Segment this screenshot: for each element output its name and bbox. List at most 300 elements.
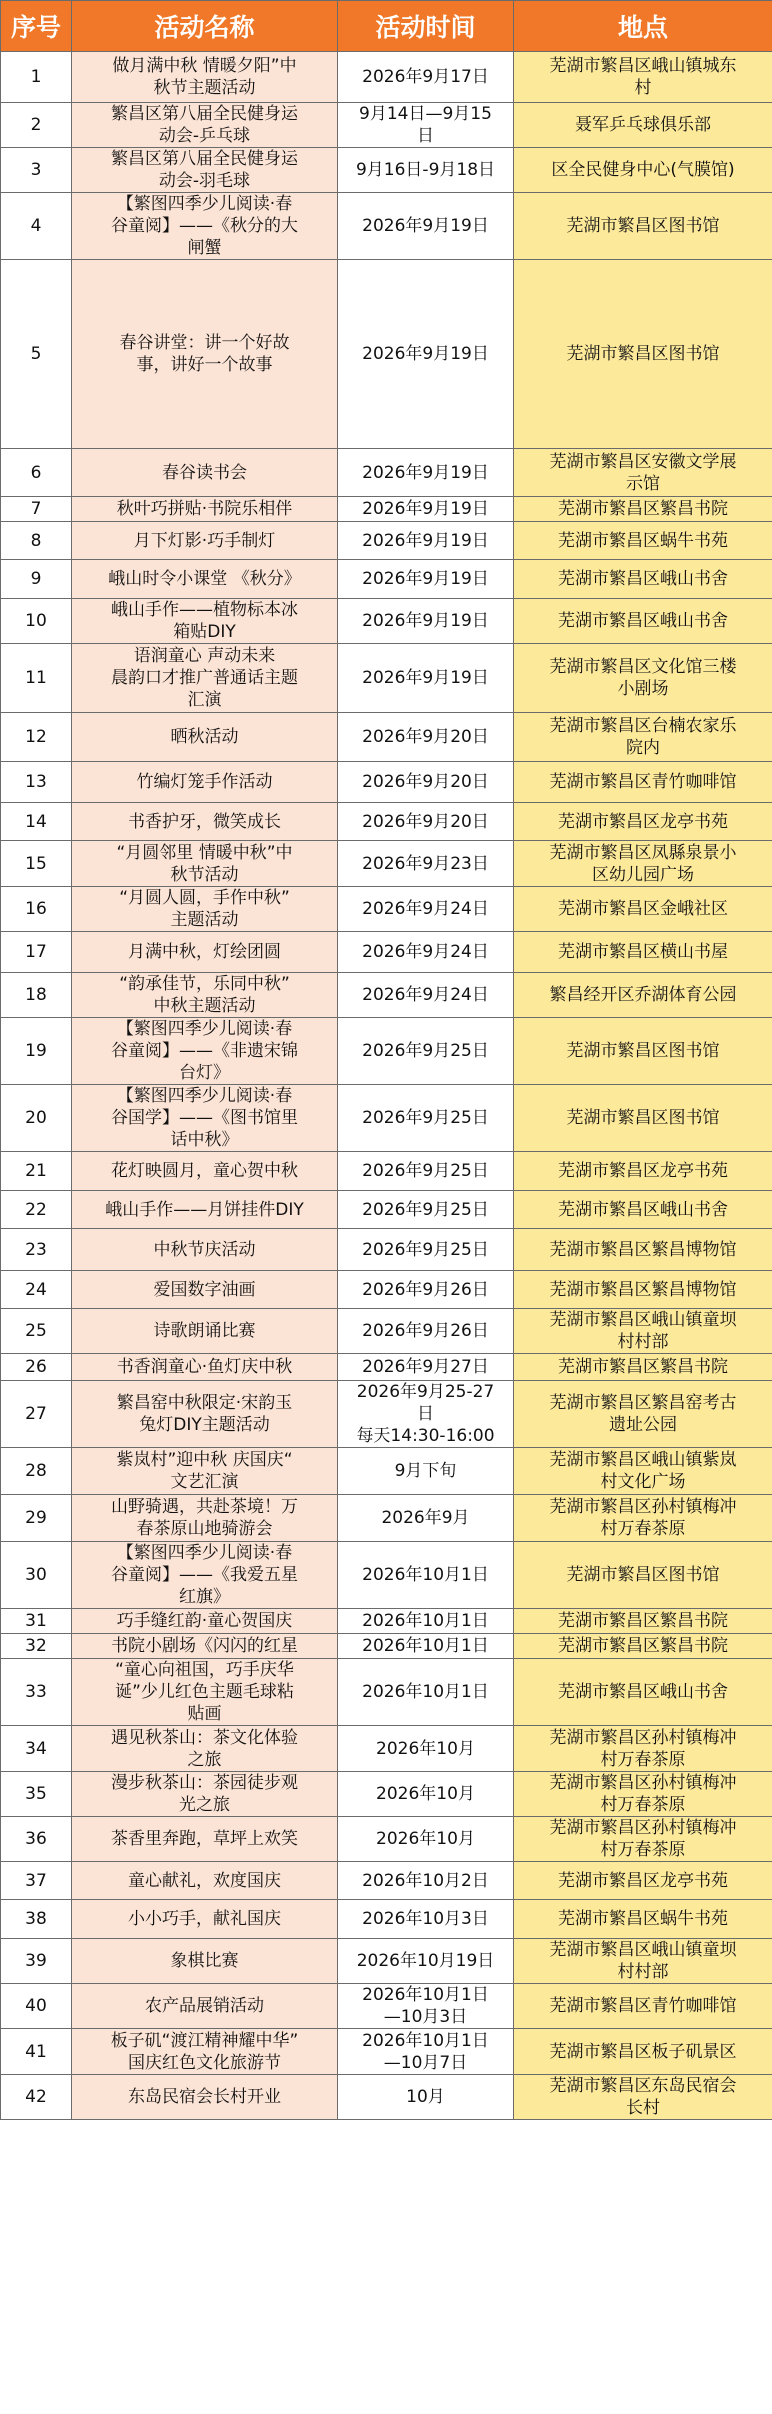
location-line: 芜湖市繁昌区繁昌博物馆 — [549, 1279, 737, 1300]
activity-time-line: 10月 — [406, 2087, 445, 2107]
table-row — [1, 841, 772, 887]
row-index-cell: 19 — [1, 1018, 72, 1085]
location-cell — [514, 449, 772, 497]
row-index-cell: 6 — [1, 449, 72, 497]
table-row — [1, 1381, 772, 1448]
location-line: 芜湖市繁昌区板子矶景区 — [549, 2041, 737, 2062]
activity-name-line: 诞”少儿红色主题毛球粘 — [115, 1682, 294, 1702]
activity-time-cell — [338, 1085, 514, 1152]
location-cell — [514, 973, 772, 1018]
activity-name-line: 中秋主题活动 — [153, 996, 256, 1016]
row-index-cell: 36 — [1, 1817, 72, 1862]
activity-time-cell — [338, 1862, 514, 1900]
location-line: 遗址公园 — [609, 1415, 677, 1435]
table-row — [1, 1984, 772, 2029]
location-line: 芜湖市繁昌区青竹咖啡馆 — [549, 772, 737, 792]
table-row — [1, 1495, 772, 1542]
activity-time-cell — [338, 1191, 514, 1229]
location-line: 示馆 — [626, 473, 660, 494]
location-line: 芜湖市繁昌区图书馆 — [566, 1565, 720, 1585]
activity-time-line: 9月下旬 — [394, 1461, 457, 1481]
table-row — [1, 762, 772, 803]
row-index-cell: 42 — [1, 2075, 72, 2120]
activity-name-line: 峨山手作——月饼挂件DIY — [105, 1199, 304, 1220]
activity-name-cell — [72, 1609, 338, 1634]
activity-name-cell — [72, 841, 338, 887]
location-line: 芜湖市繁昌区峨山书舍 — [558, 569, 728, 589]
activity-name-line: 花灯映圆月，童心贺中秋 — [111, 1161, 298, 1181]
table-row — [1, 522, 772, 560]
activity-name-cell — [72, 1817, 338, 1862]
activity-time-cell — [338, 148, 514, 193]
activity-time-cell — [338, 762, 514, 803]
location-line: 芜湖市繁昌区孙村镇梅冲 — [549, 1818, 737, 1838]
activity-time-cell — [338, 713, 514, 762]
table-row — [1, 1659, 772, 1726]
activity-time-line: 2026年9月25-27 — [356, 1382, 495, 1402]
activity-time-cell — [338, 1609, 514, 1634]
row-index-cell: 24 — [1, 1271, 72, 1309]
activity-name-line: 竹编灯笼手作活动 — [136, 772, 273, 792]
table-row — [1, 1271, 772, 1309]
location-line: 芜湖市繁昌区台楠农家乐 — [549, 716, 737, 736]
row-index-cell: 41 — [1, 2029, 72, 2075]
table-row — [1, 1817, 772, 1862]
activity-time-cell — [338, 1271, 514, 1309]
table-row — [1, 887, 772, 932]
location-cell — [514, 148, 772, 193]
activity-time-cell — [338, 1018, 514, 1085]
activity-name-line: 象棋比赛 — [170, 1951, 239, 1971]
activity-time-cell — [338, 973, 514, 1018]
row-index-cell: 40 — [1, 1984, 72, 2029]
activity-name-line: 山野骑遇，共赴茶境！万 — [111, 1497, 298, 1517]
activity-time-line: 2026年9月19日 — [362, 462, 489, 483]
activity-time-line: 2026年10月1日 — [362, 1985, 489, 2005]
activity-name-line: 东岛民宿会长村开业 — [128, 2087, 281, 2107]
row-index-cell: 11 — [1, 644, 72, 713]
location-line: 区幼儿园广场 — [592, 864, 694, 885]
row-index-cell: 1 — [1, 52, 72, 103]
location-line: 芜湖市繁昌区峨山镇童坝 — [549, 1940, 737, 1960]
row-index-cell: 23 — [1, 1229, 72, 1271]
location-cell — [514, 1634, 772, 1659]
location-cell — [514, 762, 772, 803]
location-cell — [514, 1354, 772, 1381]
activity-time-cell — [338, 52, 514, 103]
activity-time-line: 2026年9月24日 — [362, 899, 489, 919]
activity-name-line: “月圆人圆，手作中秋” — [119, 888, 290, 908]
activity-name-line: 做月满中秋 情暖夕阳”中 — [112, 56, 297, 76]
location-line: 村村部 — [617, 1332, 669, 1352]
activity-name-cell — [72, 260, 338, 449]
activity-time-cell — [338, 2029, 514, 2075]
location-line: 芜湖市繁昌区金峨社区 — [558, 899, 728, 919]
activity-name-cell — [72, 762, 338, 803]
activity-time-line: 2026年10月1日 — [362, 1636, 489, 1656]
activity-name-line: 巧手缝红韵·童心贺国庆 — [116, 1611, 293, 1631]
activity-time-line: 日 — [417, 126, 434, 146]
activity-time-cell — [338, 1495, 514, 1542]
activity-name-cell — [72, 1900, 338, 1939]
activity-name-cell — [72, 887, 338, 932]
location-cell — [514, 599, 772, 644]
activity-name-line: 文艺汇演 — [170, 1472, 239, 1492]
row-index-cell: 22 — [1, 1191, 72, 1229]
table-row — [1, 1862, 772, 1900]
row-index-cell: 26 — [1, 1354, 72, 1381]
location-line: 芜湖市繁昌区繁昌书院 — [558, 1357, 728, 1377]
activity-time-line: 2026年9月27日 — [362, 1357, 489, 1377]
location-line: 院内 — [626, 738, 660, 758]
activity-name-line: 月满中秋，灯绘团圆 — [128, 942, 281, 962]
location-line: 芜湖市繁昌区繁昌书院 — [558, 1636, 728, 1656]
activity-time-line: 2026年9月19日 — [362, 530, 489, 551]
activity-name-cell — [72, 803, 338, 841]
row-index-cell: 37 — [1, 1862, 72, 1900]
activity-time-cell — [338, 887, 514, 932]
activity-time-line: 2026年10月 — [376, 1784, 475, 1804]
row-index-cell: 5 — [1, 260, 72, 449]
activity-name-cell — [72, 1381, 338, 1448]
activity-name-line: 紫岚村”迎中秋 庆国庆“ — [116, 1450, 293, 1470]
header-row — [1, 1, 772, 52]
activity-time-line: 2026年9月26日 — [362, 1279, 489, 1300]
activity-name-line: 秋节主题活动 — [153, 78, 256, 98]
activity-name-cell — [72, 1984, 338, 2029]
row-index-cell: 27 — [1, 1381, 72, 1448]
row-index-cell: 17 — [1, 932, 72, 973]
location-cell — [514, 1900, 772, 1939]
activity-time-cell — [338, 1939, 514, 1984]
activity-name-cell — [72, 1772, 338, 1817]
activity-time-cell — [338, 1229, 514, 1271]
activity-time-line: 2026年9月20日 — [362, 811, 489, 832]
activity-time-line: 2026年9月26日 — [362, 1321, 489, 1341]
activity-name-cell — [72, 497, 338, 522]
activity-name-line: 兔灯DIY主题活动 — [139, 1415, 270, 1435]
activity-name-cell — [72, 1018, 338, 1085]
location-line: 村万春茶原 — [600, 1519, 686, 1539]
activity-name-line: 繁昌区第八届全民健身运 — [111, 149, 298, 169]
activity-time-line: 2026年10月1日 — [362, 1611, 489, 1631]
location-cell — [514, 1229, 772, 1271]
location-cell — [514, 560, 772, 599]
activity-time-cell — [338, 932, 514, 973]
activity-name-line: 月下灯影·巧手制灯 — [133, 530, 276, 551]
activity-time-line: 2026年9月25日 — [362, 1161, 489, 1181]
activity-name-line: 箱贴DIY — [173, 622, 236, 642]
location-cell — [514, 1817, 772, 1862]
location-line: 芜湖市繁昌区图书馆 — [566, 1108, 720, 1128]
activity-time-cell — [338, 1152, 514, 1191]
activity-time-cell — [338, 193, 514, 260]
activity-name-cell — [72, 713, 338, 762]
location-cell — [514, 1772, 772, 1817]
activity-name-line: 话中秋》 — [170, 1130, 239, 1150]
table-row — [1, 1542, 772, 1609]
table-row — [1, 2075, 772, 2120]
location-line: 芜湖市繁昌区峨山镇童坝 — [549, 1310, 737, 1330]
row-index-cell: 16 — [1, 887, 72, 932]
activity-time-line: 2026年9月17日 — [362, 67, 489, 87]
activity-name-line: 春谷读书会 — [162, 462, 247, 483]
activity-time-cell — [338, 1817, 514, 1862]
activity-name-line: 秋叶巧拼贴·书院乐相伴 — [116, 499, 293, 519]
activity-time-line: 2026年10月1日 — [362, 2030, 489, 2051]
activity-name-line: 台灯》 — [179, 1063, 230, 1083]
row-index-cell: 9 — [1, 560, 72, 599]
activity-time-line: 2026年9月24日 — [362, 942, 489, 962]
activity-time-cell — [338, 260, 514, 449]
location-cell — [514, 1448, 772, 1495]
row-index-cell: 28 — [1, 1448, 72, 1495]
activity-time-cell — [338, 1659, 514, 1726]
activity-name-cell — [72, 522, 338, 560]
row-index-cell: 2 — [1, 103, 72, 148]
activity-name-line: 漫步秋茶山：茶园徒步观 — [111, 1773, 298, 1793]
activity-time-cell — [338, 522, 514, 560]
activity-name-line: 【繁图四季少儿阅读·春 — [116, 1543, 293, 1563]
activity-name-cell — [72, 1354, 338, 1381]
location-cell — [514, 1495, 772, 1542]
table-row — [1, 803, 772, 841]
activity-time-cell — [338, 1984, 514, 2029]
activity-name-line: 汇演 — [187, 690, 222, 710]
location-line: 区全民健身中心(气膜馆) — [551, 160, 735, 180]
table-row — [1, 713, 772, 762]
location-line: 芜湖市繁昌区凤縣泉景小 — [549, 842, 737, 863]
location-line: 芜湖市繁昌区孙村镇梅冲 — [549, 1497, 737, 1517]
location-cell — [514, 1862, 772, 1900]
table-row — [1, 1772, 772, 1817]
location-cell — [514, 1018, 772, 1085]
activity-time-cell — [338, 599, 514, 644]
row-index-cell: 14 — [1, 803, 72, 841]
location-cell — [514, 1984, 772, 2029]
location-cell — [514, 1152, 772, 1191]
row-index-cell: 20 — [1, 1085, 72, 1152]
location-cell — [514, 522, 772, 560]
activity-name-cell — [72, 2029, 338, 2075]
activity-time-cell — [338, 1381, 514, 1448]
activity-time-line: 2026年9月20日 — [362, 727, 489, 747]
location-line: 芜湖市繁昌区繁昌书院 — [558, 1611, 728, 1631]
table-row — [1, 148, 772, 193]
activity-name-cell — [72, 2075, 338, 2120]
activity-name-line: 春茶原山地骑游会 — [136, 1519, 273, 1539]
activity-name-line: 书香护牙，微笑成长 — [128, 811, 281, 832]
activity-time-line: 2026年9月19日 — [362, 216, 489, 236]
activity-time-cell — [338, 1448, 514, 1495]
table-row — [1, 1939, 772, 1984]
activity-time-cell — [338, 103, 514, 148]
activity-name-line: 遇见秋茶山：茶文化体验 — [111, 1727, 298, 1748]
location-line: 芜湖市繁昌区龙亭书苑 — [558, 1161, 728, 1181]
row-index-cell: 39 — [1, 1939, 72, 1984]
row-index-cell: 33 — [1, 1659, 72, 1726]
location-cell — [514, 1726, 772, 1772]
table-row — [1, 1609, 772, 1634]
activity-name-cell — [72, 1152, 338, 1191]
location-line: 芜湖市繁昌区龙亭书苑 — [558, 811, 728, 832]
table-row — [1, 52, 772, 103]
location-line: 村村部 — [617, 1962, 669, 1982]
activity-name-cell — [72, 560, 338, 599]
location-cell — [514, 193, 772, 260]
activity-name-line: 农产品展销活动 — [145, 1996, 264, 2016]
location-cell — [514, 1542, 772, 1609]
activity-name-line: 主题活动 — [170, 910, 239, 930]
row-index-cell: 8 — [1, 522, 72, 560]
row-index-cell: 12 — [1, 713, 72, 762]
activity-name-line: “韵承佳节，乐同中秋” — [119, 974, 290, 994]
table-row — [1, 260, 772, 449]
activity-time-cell — [338, 803, 514, 841]
activity-name-line: 中秋节庆活动 — [153, 1239, 256, 1260]
activity-time-line: 2026年9月 — [381, 1508, 470, 1528]
activity-name-line: 动会-乒乓球 — [158, 126, 251, 146]
activity-name-cell — [72, 932, 338, 973]
table-row — [1, 1191, 772, 1229]
activity-name-cell — [72, 1542, 338, 1609]
row-index-cell: 29 — [1, 1495, 72, 1542]
location-cell — [514, 1085, 772, 1152]
location-line: 村 — [634, 78, 652, 98]
activity-name-line: 贴画 — [187, 1704, 222, 1724]
row-index-cell: 13 — [1, 762, 72, 803]
activity-name-cell — [72, 1191, 338, 1229]
table-row — [1, 2029, 772, 2075]
location-cell — [514, 2075, 772, 2120]
table-row — [1, 497, 772, 522]
activity-name-line: 谷童阅】——《我爱五星 — [111, 1565, 298, 1585]
location-line: 芜湖市繁昌区图书馆 — [566, 344, 720, 364]
row-index-cell: 15 — [1, 841, 72, 887]
location-line: 村万春茶原 — [600, 1795, 686, 1815]
activity-name-line: 谷国学】——《图书馆里 — [111, 1108, 298, 1128]
activity-name-line: 爱国数字油画 — [153, 1279, 256, 1300]
activity-name-cell — [72, 1659, 338, 1726]
activity-time-line: 2026年9月20日 — [362, 772, 489, 792]
location-cell — [514, 644, 772, 713]
activity-name-line: “童心向祖国，巧手庆华 — [115, 1660, 294, 1680]
activity-name-line: 秋节活动 — [170, 864, 239, 885]
location-cell — [514, 1309, 772, 1354]
location-line: 芜湖市繁昌区孙村镇梅冲 — [549, 1773, 737, 1793]
activity-name-cell — [72, 1634, 338, 1659]
activity-name-cell — [72, 1495, 338, 1542]
activity-time-line: 2026年9月19日 — [362, 668, 489, 688]
activity-time-line: 9月14日—9月15 — [359, 104, 492, 124]
activity-name-line: 【繁图四季少儿阅读·春 — [116, 1019, 293, 1039]
location-line: 芜湖市繁昌区峨山镇城东 — [549, 56, 737, 76]
activity-name-line: 峨山时令小课堂 《秋分》 — [108, 569, 301, 589]
activity-name-cell — [72, 1862, 338, 1900]
activity-name-cell — [72, 1726, 338, 1772]
activity-time-cell — [338, 560, 514, 599]
activity-name-line: 谷童阅】——《秋分的大 — [111, 216, 298, 236]
activity-time-line: 2026年9月23日 — [362, 853, 489, 874]
activity-time-line: 2026年9月19日 — [362, 344, 489, 364]
location-line: 芜湖市繁昌区峨山镇紫岚 — [549, 1450, 737, 1470]
row-index-cell: 31 — [1, 1609, 72, 1634]
location-cell — [514, 841, 772, 887]
location-line: 芜湖市繁昌区繁昌博物馆 — [549, 1239, 737, 1260]
table-row — [1, 1354, 772, 1381]
location-line: 繁昌经开区乔湖体育公园 — [549, 985, 737, 1005]
activity-time-cell — [338, 497, 514, 522]
location-cell — [514, 2029, 772, 2075]
location-line: 长村 — [626, 2098, 660, 2118]
table-row — [1, 103, 772, 148]
activity-time-cell — [338, 449, 514, 497]
table-row — [1, 644, 772, 713]
location-cell — [514, 1659, 772, 1726]
activity-name-cell — [72, 973, 338, 1018]
activity-time-line: 每天14:30-16:00 — [356, 1426, 495, 1446]
activity-name-line: 繁昌窑中秋限定·宋韵玉 — [116, 1393, 293, 1413]
activity-name-line: 动会-羽毛球 — [158, 171, 251, 191]
activity-name-line: 童心献礼，欢度国庆 — [128, 1870, 281, 1891]
activity-time-cell — [338, 1900, 514, 1939]
activity-name-line: 书院小剧场《闪闪的红星 — [111, 1636, 298, 1656]
activity-name-cell — [72, 1939, 338, 1984]
table-row — [1, 1900, 772, 1939]
activity-name-line: 春谷讲堂：讲一个好故 — [119, 333, 290, 353]
activity-time-line: 2026年10月1日 — [362, 1682, 489, 1702]
row-index-cell: 18 — [1, 973, 72, 1018]
activity-name-cell — [72, 193, 338, 260]
table-row — [1, 1152, 772, 1191]
table-row — [1, 973, 772, 1018]
location-line: 芜湖市繁昌区峨山书舍 — [558, 611, 728, 631]
table-row — [1, 1229, 772, 1271]
header-location: 地点 — [514, 1, 772, 52]
activity-name-line: 事，讲好一个故事 — [136, 355, 273, 375]
location-line: 村万春茶原 — [600, 1749, 686, 1770]
activity-name-line: 【繁图四季少儿阅读·春 — [116, 1086, 293, 1106]
header-index: 序号 — [1, 1, 72, 52]
location-cell — [514, 1271, 772, 1309]
table-row — [1, 1085, 772, 1152]
location-cell — [514, 497, 772, 522]
activity-name-line: 语润童心 声动未来 — [133, 646, 276, 666]
activity-name-cell — [72, 1309, 338, 1354]
table-row — [1, 449, 772, 497]
activity-name-cell — [72, 449, 338, 497]
activity-name-cell — [72, 1229, 338, 1271]
activity-time-line: 2026年10月19日 — [356, 1951, 495, 1971]
activity-name-line: 晒秋活动 — [170, 727, 239, 747]
activity-time-line: 2026年9月19日 — [362, 569, 489, 589]
activity-time-cell — [338, 1309, 514, 1354]
table-row — [1, 1448, 772, 1495]
activity-time-line: 日 — [417, 1404, 434, 1424]
activity-name-line: 诗歌朗诵比赛 — [153, 1321, 256, 1341]
activity-time-cell — [338, 1726, 514, 1772]
location-cell — [514, 103, 772, 148]
activity-name-cell — [72, 148, 338, 193]
activity-time-line: 2026年9月25日 — [362, 1041, 489, 1061]
location-cell — [514, 803, 772, 841]
activity-time-cell — [338, 1634, 514, 1659]
activity-time-cell — [338, 1772, 514, 1817]
location-cell — [514, 52, 772, 103]
activity-name-cell — [72, 1448, 338, 1495]
location-line: 芜湖市繁昌区龙亭书苑 — [558, 1870, 728, 1891]
activity-name-cell — [72, 599, 338, 644]
